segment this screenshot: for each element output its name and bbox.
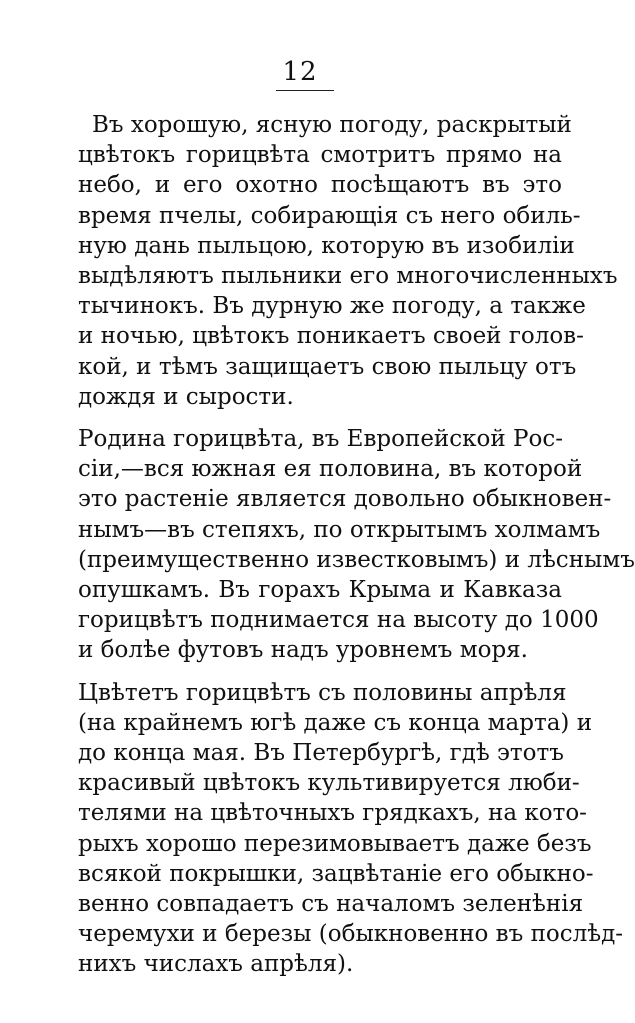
text-line: и болѣе футовъ надъ уровнемъ моря.: [78, 637, 528, 664]
text-line: (на крайнемъ югѣ даже съ конца марта) и: [78, 709, 593, 736]
text-line: красивый цвѣтокъ культивируется люби-: [78, 770, 580, 797]
text-line: время пчелы, собирающія съ него обиль-: [78, 202, 581, 229]
text-line: и ночью, цвѣтокъ поникаетъ своей голов-: [78, 323, 584, 350]
text-line: выдѣляютъ пыльники его многочисленныхъ: [78, 263, 618, 290]
text-line: венно совпадаетъ съ началомъ зеленѣнія: [78, 891, 584, 918]
body-text: [78, 110, 635, 992]
paragraph-2: [78, 424, 635, 666]
text-line: нихъ числахъ апрѣля).: [78, 951, 354, 978]
text-line: тычинокъ. Въ дурную же погоду, а также: [78, 293, 586, 320]
text-line: (преимущественно известковымъ) и лѣснымъ: [78, 546, 635, 573]
text-line: это растеніе является довольно обыкновен-: [78, 486, 612, 513]
text-line: кой, и тѣмъ защищаетъ свою пыльцу отъ: [78, 353, 577, 380]
paragraph-1: [78, 110, 618, 412]
text-line: нымъ—въ степяхъ, по открытымъ холмамъ: [78, 516, 601, 543]
page-number-rule: [276, 90, 334, 91]
text-line: Цвѣтетъ горицвѣтъ съ половины апрѣля: [78, 679, 567, 706]
text-line: дождя и сырости.: [78, 383, 294, 410]
text-line: сіи,—вся южная ея половина, въ которой: [78, 456, 583, 483]
text-line: телями на цвѣточныхъ грядкахъ, на кото-: [78, 800, 587, 827]
text-line: опушкамъ. Въ горахъ Крыма и Кавказа: [78, 577, 562, 604]
text-line: черемухи и березы (обыкновенно въ послѣд-: [78, 921, 624, 948]
text-line: до конца мая. Въ Петербургѣ, гдѣ этотъ: [78, 740, 564, 767]
text-line: цвѣтокъ горицвѣта смотритъ прямо на: [78, 142, 562, 169]
text-line: горицвѣтъ поднимается на высоту до 1000: [78, 607, 599, 634]
text-line: ную дань пыльцою, которую въ изобиліи: [78, 232, 575, 259]
text-line: Въ хорошую, ясную погоду, раскрытый: [92, 112, 572, 138]
paragraph-3: [78, 678, 624, 980]
text-line: небо, и его охотно посѣщаютъ въ это: [78, 172, 562, 199]
text-line: рыхъ хорошо перезимовываетъ даже безъ: [78, 830, 592, 857]
text-line: всякой покрышки, зацвѣтаніе его обыкно-: [78, 860, 594, 887]
text-line: Родина горицвѣта, въ Европейской Рос-: [78, 426, 563, 453]
page-number: 12: [282, 57, 318, 87]
